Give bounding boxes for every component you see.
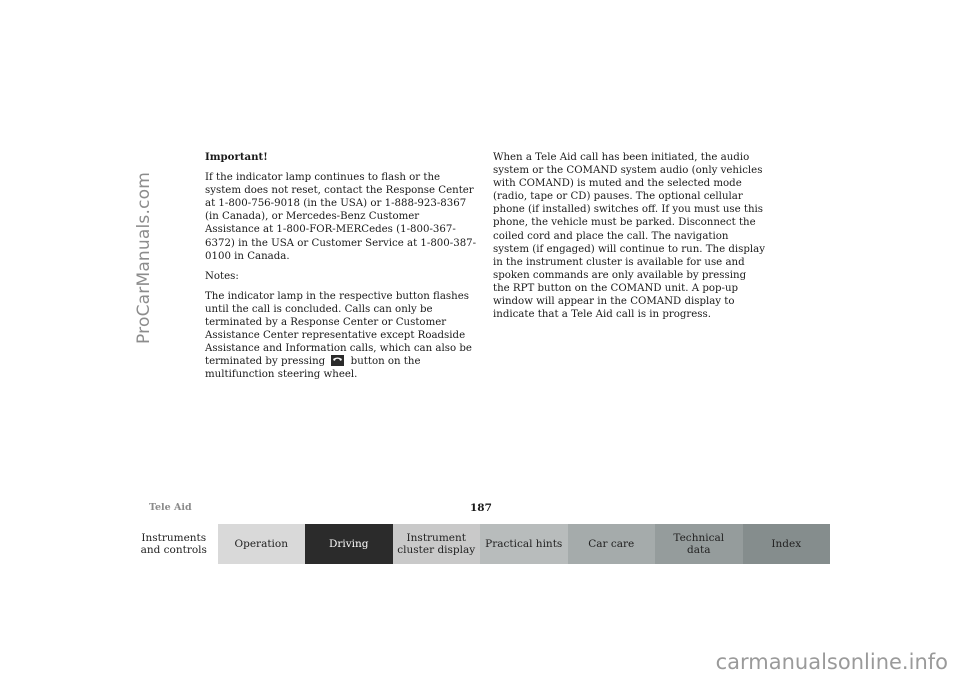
- indicator-paragraph: [205, 290, 477, 382]
- tele-aid-paragraph: When a Tele Aid call has been initiated, the audio system or the COMAND system audio (only vehicles with COMAND) is muted and the selected mode (radio, tape or CD) pauses. The optional cellular phone (if installed) switches off. If you must use this phone, the vehicle must be parked. Disconnect the coiled cord and place the call. The navigation system (if engaged) will continue to run. The display in the instrument cluster is available for use and spoken commands are only available by pressing the RPT button on the COMAND unit. A pop-up window will appear in the COMAND display to indicate that a Tele Aid call is in progress.: [493, 152, 765, 321]
- tab-car-care[interactable]: Car care: [568, 524, 656, 564]
- bottom-watermark: carmanualsonline.info: [715, 650, 948, 674]
- phone-hang-up-icon: [331, 355, 344, 366]
- tab-instruments-and-controls[interactable]: Instruments and controls: [130, 524, 218, 564]
- notes-label: Notes:: [205, 270, 239, 282]
- left-column: [205, 151, 477, 389]
- tab-instrument-cluster-display[interactable]: Instrument cluster display: [393, 524, 481, 564]
- tab-index[interactable]: Index: [743, 524, 831, 564]
- page-number: 187: [470, 502, 492, 514]
- tab-operation[interactable]: Operation: [218, 524, 306, 564]
- indicator-text-before: The indicator lamp in the respective button flashes until the call is concluded. Calls can only be terminated by a Response Center or Customer Assistance Center representative except Roadside Assistance and Information calls, which can also be terminated by pressing: [205, 290, 472, 368]
- chapter-tabs: [130, 524, 830, 564]
- tab-driving[interactable]: Driving: [305, 524, 393, 564]
- tab-technical-data[interactable]: Technical data: [655, 524, 743, 564]
- right-column: [493, 151, 765, 328]
- side-watermark: ProCarManuals.com: [134, 172, 154, 344]
- section-title: Tele Aid: [149, 502, 192, 513]
- indicator-text-after: button on the multifunction steering wheel.: [205, 356, 421, 381]
- contact-paragraph: If the indicator lamp continues to flash or the system does not reset, contact the Response Center at 1-800-756-9018 (in the USA) or 1-888-923-8367 (in Canada), or Mercedes-Benz Customer Assistance at 1-800-FOR-MERCedes (1-800-367-6372) in the USA or Customer Service at 1-800-387-0100 in Canada.: [205, 172, 477, 262]
- tab-practical-hints[interactable]: Practical hints: [480, 524, 568, 564]
- important-heading: Important!: [205, 151, 268, 163]
